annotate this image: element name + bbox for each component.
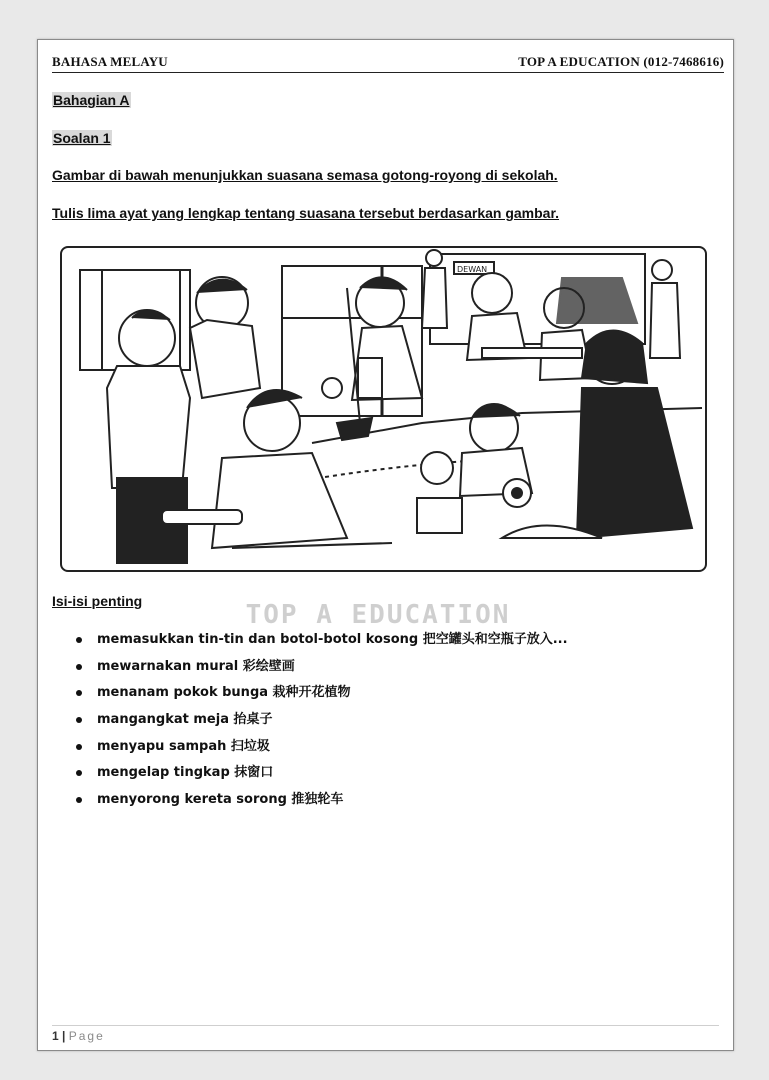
gotong-royong-illustration (60, 246, 707, 572)
hall-sign-text: DEWAN (457, 265, 488, 274)
list-item: menyapu sampah 扫垃圾 (76, 737, 568, 764)
header-publisher: TOP A EDUCATION (012-7468616) (518, 54, 724, 69)
question-title: Soalan 1 (53, 130, 111, 146)
document-page (37, 39, 734, 1051)
list-item: memasukkan tin-tin dan botol-botol kosong 把空罐头和空瓶子放入... (76, 630, 568, 657)
list-item: mangangkat meja 抬桌子 (76, 710, 568, 737)
footer-divider (52, 1025, 719, 1026)
points-title: Isi-isi penting (52, 593, 143, 609)
list-item: menanam pokok bunga 栽种开花植物 (76, 683, 568, 710)
header-subject: BAHASA MELAYU (52, 54, 168, 69)
watermark: TOP A EDUCATION (245, 600, 511, 630)
instruction-1: Gambar di bawah menunjukkan suasana semasa gotong-royong di sekolah. (52, 167, 558, 183)
list-item: menyorong kereta sorong 推独轮车 (76, 790, 568, 817)
page-header (52, 54, 724, 73)
list-item: mengelap tingkap 抹窗口 (76, 763, 568, 790)
page-footer (52, 1029, 105, 1043)
section-title: Bahagian A (53, 92, 130, 108)
instruction-2: Tulis lima ayat yang lengkap tentang suasana tersebut berdasarkan gambar. (52, 205, 560, 221)
page-label: Page (68, 1029, 105, 1043)
boy-carrying-table (472, 273, 512, 313)
list-item: mewarnakan mural 彩绘壁画 (76, 657, 568, 684)
page-number: 1 (52, 1029, 59, 1043)
key-points-list (76, 630, 568, 817)
page-separator: | (62, 1029, 66, 1043)
